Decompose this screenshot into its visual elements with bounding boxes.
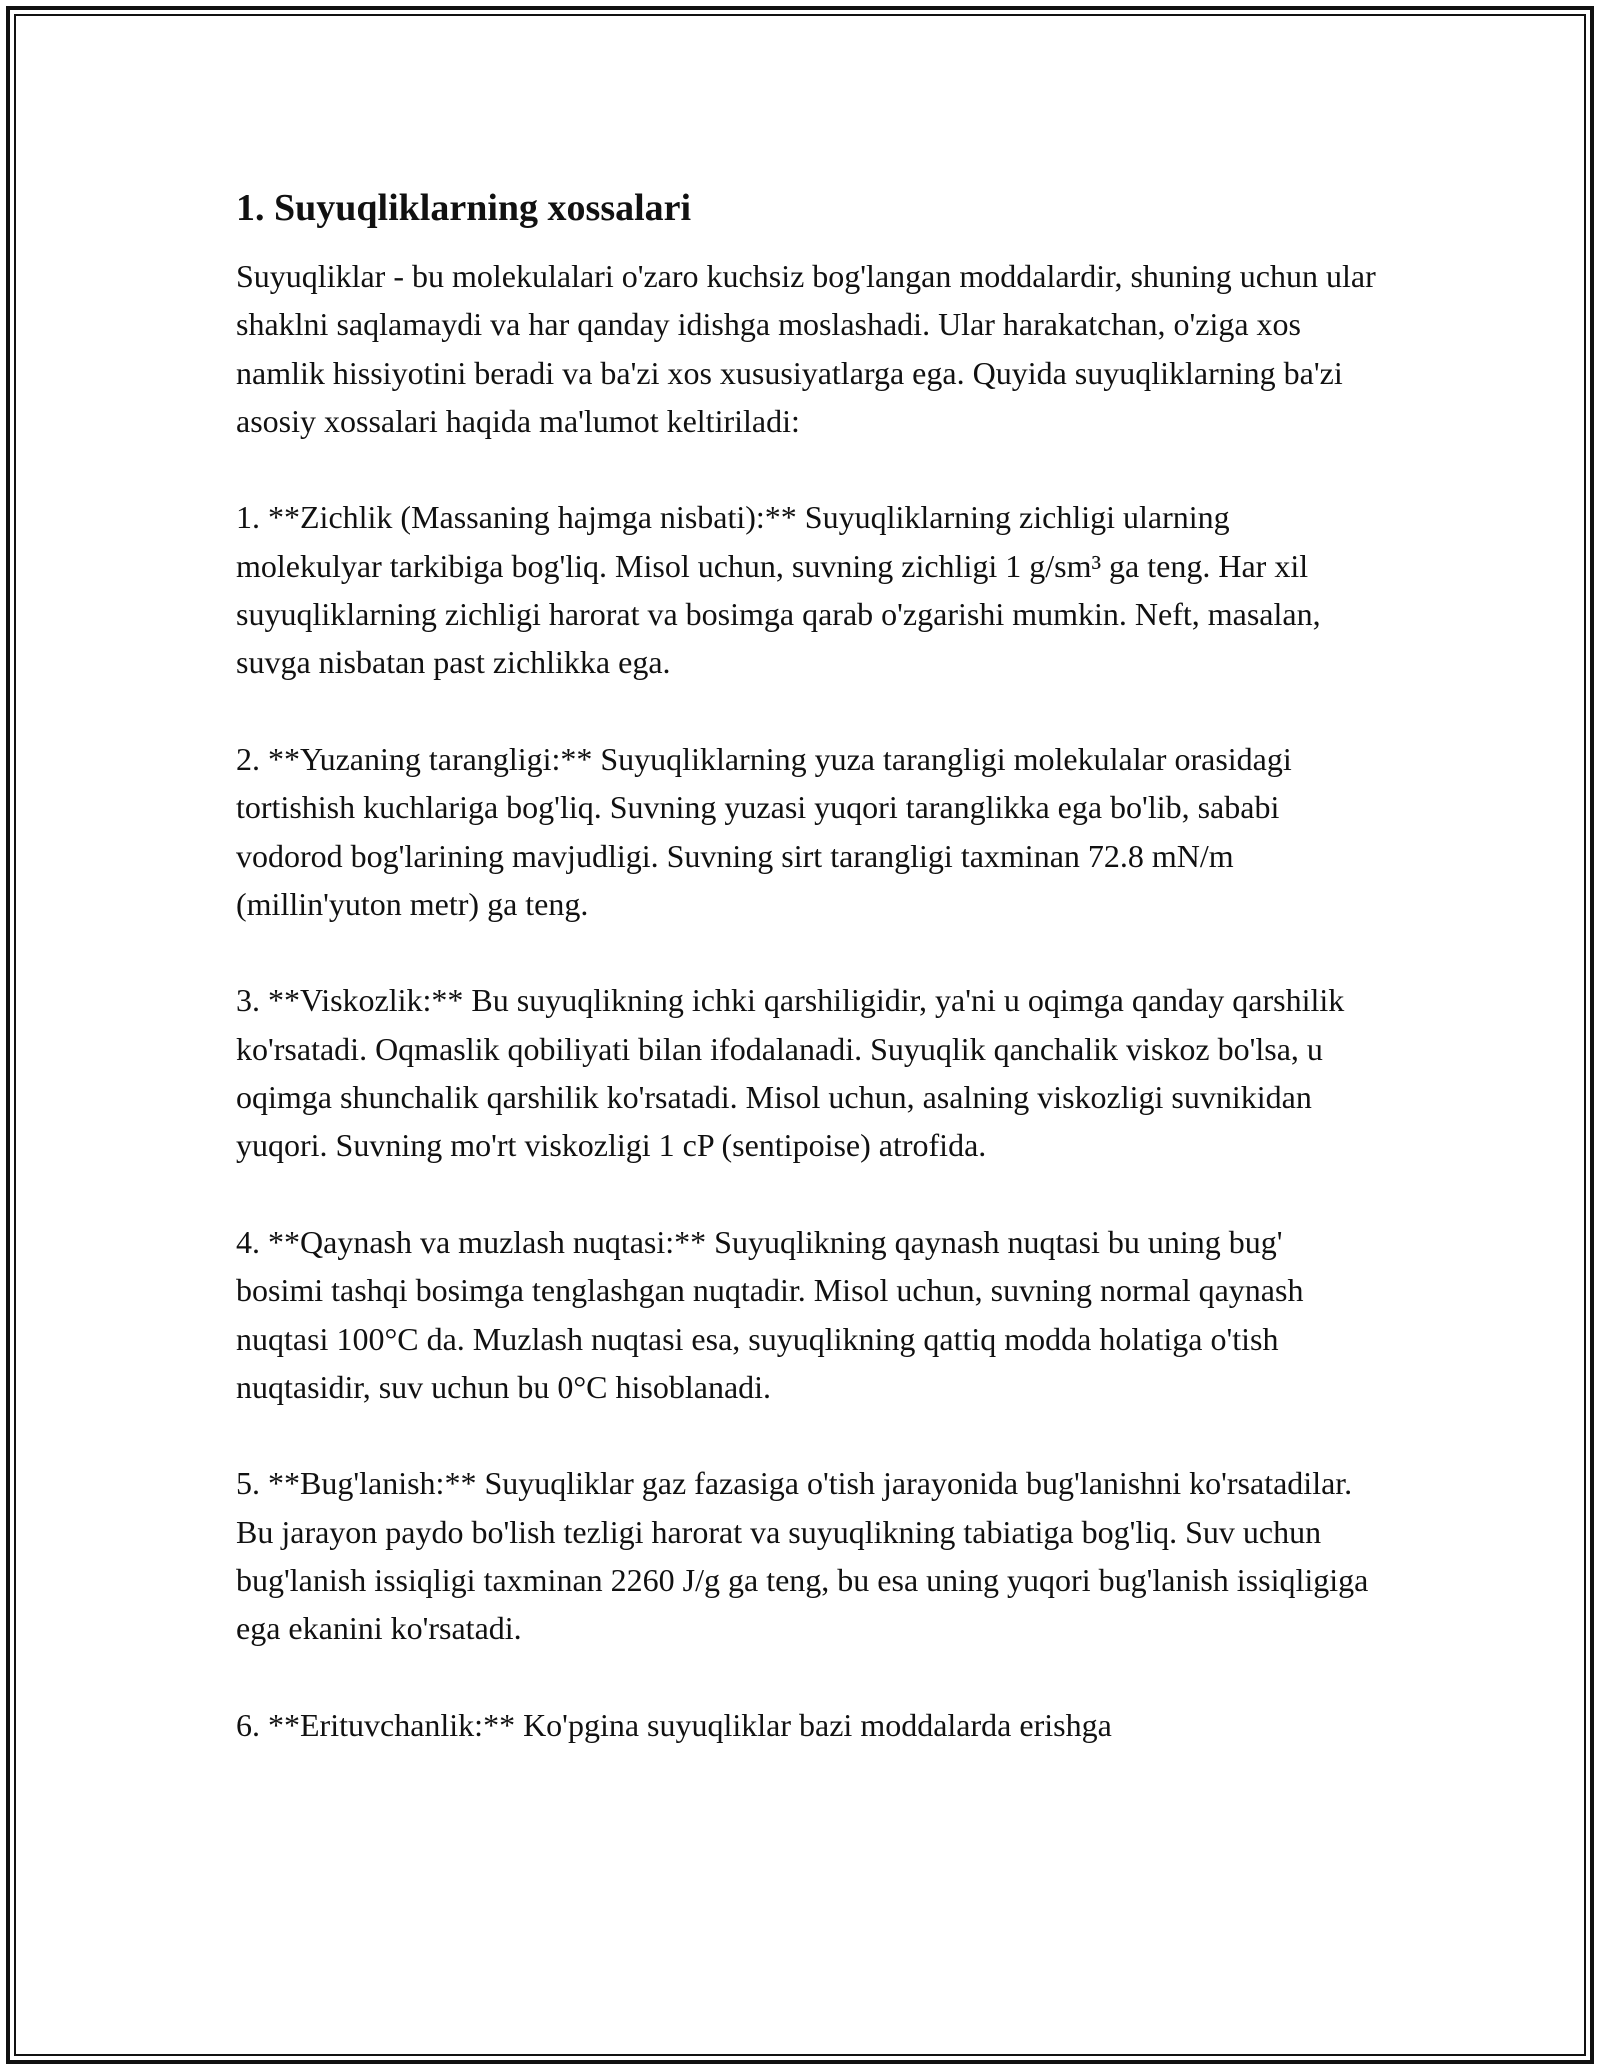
solubility-paragraph: 6. **Erituvchanlik:** Ko'pgina suyuqliklar bazi moddalarda erishga [236,1706,1112,1743]
section-heading: 1. Suyuqliklarning xossalari [236,187,692,229]
document-body [236,184,1376,1798]
density-paragraph: 1. **Zichlik (Massaning hajmga nisbati):** Suyuqliklarning zichligi ularning molekulyar tarkibiga bog'liq. Misol uchun, suvning zichligi 1 g/sm³ ga teng. Har xil suyuqliklarning zichligi harorat va bosimga qarab o'zgarishi mumkin. Neft, masalan, suvga nisbatan past zichlikka ega. [236,499,1321,681]
surface-tension-paragraph: 2. **Yuzaning tarangligi:** Suyuqliklarning yuza tarangligi molekulalar orasidagi tortishish kuchlariga bog'liq. Suvning yuzasi yuqori taranglikka ega bo'lib, sababi vodorod bog'larining mavjudligi. Suvning sirt tarangligi taxminan 72.8 mN/m (millin'yuton metr) ga teng. [236,740,1292,922]
evaporation-paragraph: 5. **Bug'lanish:** Suyuqliklar gaz fazasiga o'tish jarayonida bug'lanishni ko'rsatadilar. Bu jarayon paydo bo'lish tezligi harorat va suyuqlikning tabiatiga bog'liq. Suv uchun bug'lanish issiqligi taxminan 2260 J/g ga teng, bu esa uning yuqori bug'lanish issiqligiga ega ekanini ko'rsatadi. [236,1465,1369,1647]
viscosity-paragraph: 3. **Viskozlik:** Bu suyuqlikning ichki qarshiligidir, ya'ni u oqimga qanday qarshilik ko'rsatadi. Oqmaslik qobiliyati bilan ifodalanadi. Suyuqlik qanchalik viskoz bo'lsa, u oqimga shunchalik qarshilik ko'rsatadi. Misol uchun, asalning viskozligi suvnikidan yuqori. Suvning mo'rt viskozligi 1 cP (sentipoise) atrofida. [236,982,1345,1164]
boiling-freezing-paragraph: 4. **Qaynash va muzlash nuqtasi:** Suyuqlikning qaynash nuqtasi bu uning bug' bosimi tashqi bosimga tenglashgan nuqtadir. Misol uchun, suvning normal qaynash nuqtasi 100°C da. Muzlash nuqtasi esa, suyuqlikning qattiq modda holatiga o'tish nuqtasidir, suv uchun bu 0°C hisoblanadi. [236,1223,1304,1405]
intro-paragraph: Suyuqliklar - bu molekulalari o'zaro kuchsiz bog'langan moddalardir, shuning uchun ular shaklni saqlamaydi va har qanday idishga moslashadi. Ular harakatchan, o'ziga xos namlik hissiyotini beradi va ba'zi xos xususiyatlarga ega. Quyida suyuqliklarning ba'zi asosiy xossalari haqida ma'lumot keltiriladi: [236,258,1376,439]
